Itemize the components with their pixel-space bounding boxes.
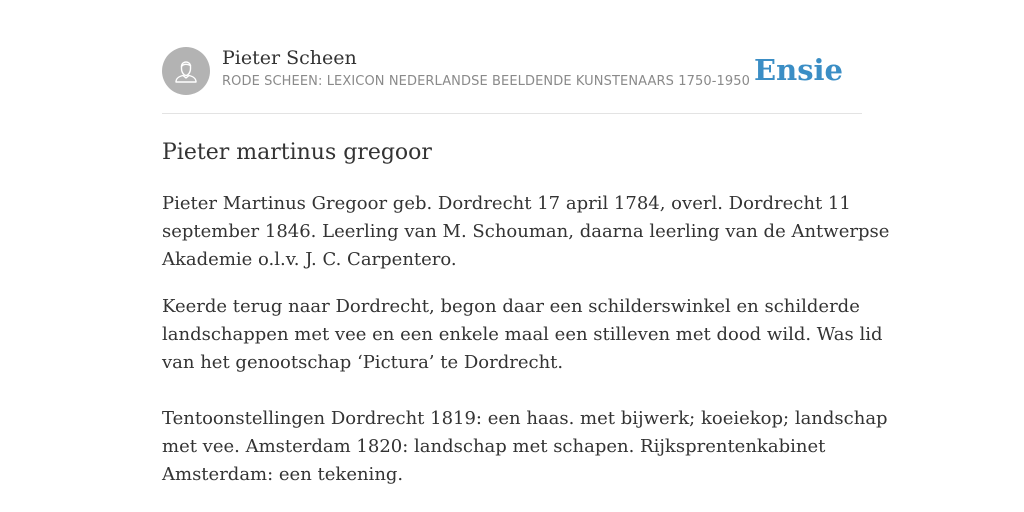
ensie-logo[interactable]: Ensie [754,53,843,87]
article-title: Pieter martinus gregoor [162,140,432,165]
paragraph-line: Keerde terug naar Dordrecht, begon daar een schilderswinkel en schilderde [162,296,860,317]
article-paragraph-3 [162,405,888,489]
user-avatar-icon[interactable] [162,47,210,95]
article-paragraph-2 [162,293,883,377]
paragraph-line: Amsterdam: een tekening. [162,464,404,485]
header-divider [162,113,862,114]
paragraph-line: Tentoonstellingen Dordrecht 1819: een haas. met bijwerk; koeiekop; landschap [162,408,888,429]
paragraph-line: van het genootschap ‘Pictura’ te Dordrecht. [162,352,564,373]
source-title[interactable]: RODE SCHEEN: LEXICON NEDERLANDSE BEELDENDE KUNSTENAARS 1750-1950 [222,74,750,89]
paragraph-line: Akademie o.l.v. J. C. Carpentero. [162,249,457,270]
paragraph-line: met vee. Amsterdam 1820: landschap met schapen. Rijksprentenkabinet [162,436,826,457]
paragraph-line: september 1846. Leerling van M. Schouman, daarna leerling van de Antwerpse [162,221,890,242]
paragraph-line: landschappen met vee en een enkele maal een stilleven met dood wild. Was lid [162,324,883,345]
article-paragraph-1 [162,190,890,274]
paragraph-line: Pieter Martinus Gregoor geb. Dordrecht 17 april 1784, overl. Dordrecht 11 [162,193,851,214]
author-header [162,46,862,96]
author-name[interactable]: Pieter Scheen [222,47,357,69]
